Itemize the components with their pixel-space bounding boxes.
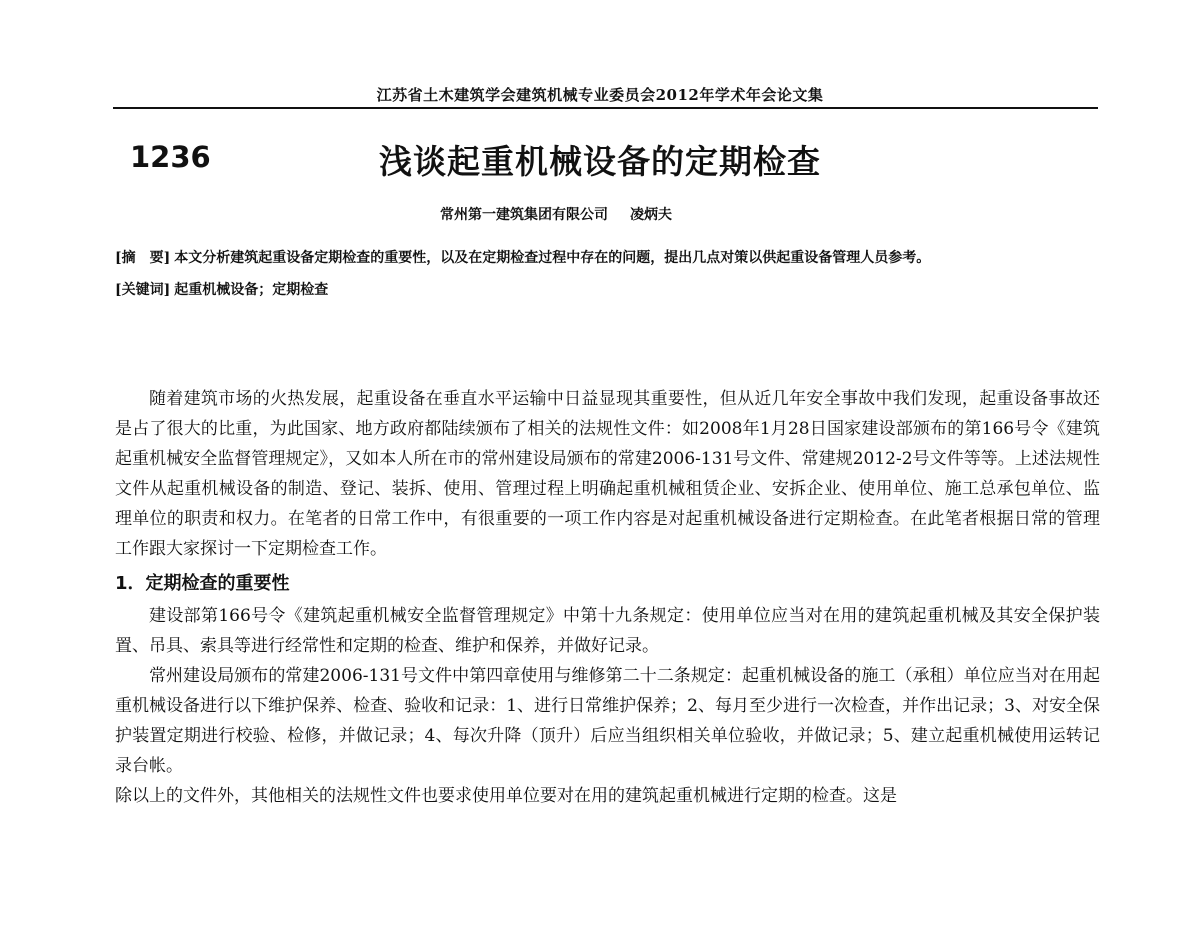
intro-paragraph: 随着建筑市场的火热发展，起重设备在垂直水平运输中日益显现其重要性，但从近几年安全事故中我们发现，起重设备事故还是占了很大的比重，为此国家、地方政府都陆续颁布了相关的法规性文件：如2008年1月28日国家建设部颁布的第166号令《建筑起重机械安全监督管理规定》，又如本人所在市的常州建设局颁布的常建2006-131号文件、常建规2012-2号文件等等。上述法规性文件从起重机械设备的制造、登记、装拆、使用、管理过程上明确起重机械租赁企业、安拆企业、使用单位、施工总承包单位、监理单位的职责和权力。在笔者的日常工作中，有很重要的一项工作内容是对起重机械设备进行定期检查。在此笔者根据日常的管理工作跟大家探讨一下定期检查工作。: [115, 389, 1100, 559]
section1-paragraph-2: 常州建设局颁布的常建2006-131号文件中第四章使用与维修第二十二条规定：起重机械设备的施工（承租）单位应当对在用起重机械设备进行以下维护保养、检查、验收和记录：1、进行日常维护保养；2、每月至少进行一次检查，并作出记录；3、对安全保护装置定期进行校验、检修，并做记录；4、每次升降（顶升）后应当组织相关单位验收，并做记录；5、建立起重机械使用运转记录台帐。: [115, 666, 1100, 776]
affiliation-line: [440, 204, 694, 224]
affiliation: 常州第一建筑集团有限公司: [440, 207, 608, 223]
abstract-label: [摘 要]: [115, 250, 171, 266]
section-heading: 1．定期检查的重要性: [115, 573, 290, 594]
author: 凌炳夫: [630, 207, 672, 223]
keywords: [115, 276, 1100, 305]
section1-paragraph-1: 建设部第166号令《建筑起重机械安全监督管理规定》中第十九条规定：使用单位应当对在用的建筑起重机械及其安全保护装置、吊具、索具等进行经常性和定期的检查、维护和保养，并做好记录。: [115, 606, 1100, 656]
paper-number: 1236: [130, 140, 211, 174]
abstract-block: [115, 244, 1100, 305]
abstract-text: 本文分析建筑起重设备定期检查的重要性，以及在定期检查过程中存在的问题，提出几点对策以供起重设备管理人员参考。: [174, 250, 931, 266]
section1-paragraph-3: 除以上的文件外，其他相关的法规性文件也要求使用单位要对在用的建筑起重机械进行定期的检查。这是: [115, 786, 897, 806]
running-header: 江苏省土木建筑学会建筑机械专业委员会2012年学术年会论文集: [376, 86, 824, 104]
body-text: [115, 384, 1100, 811]
keywords-text: 起重机械设备；定期检查: [174, 282, 329, 298]
header-rule: [113, 107, 1098, 109]
paper-title: 浅谈起重机械设备的定期检查: [379, 142, 821, 181]
abstract: [115, 244, 1100, 273]
keywords-label: [关键词]: [115, 282, 171, 298]
